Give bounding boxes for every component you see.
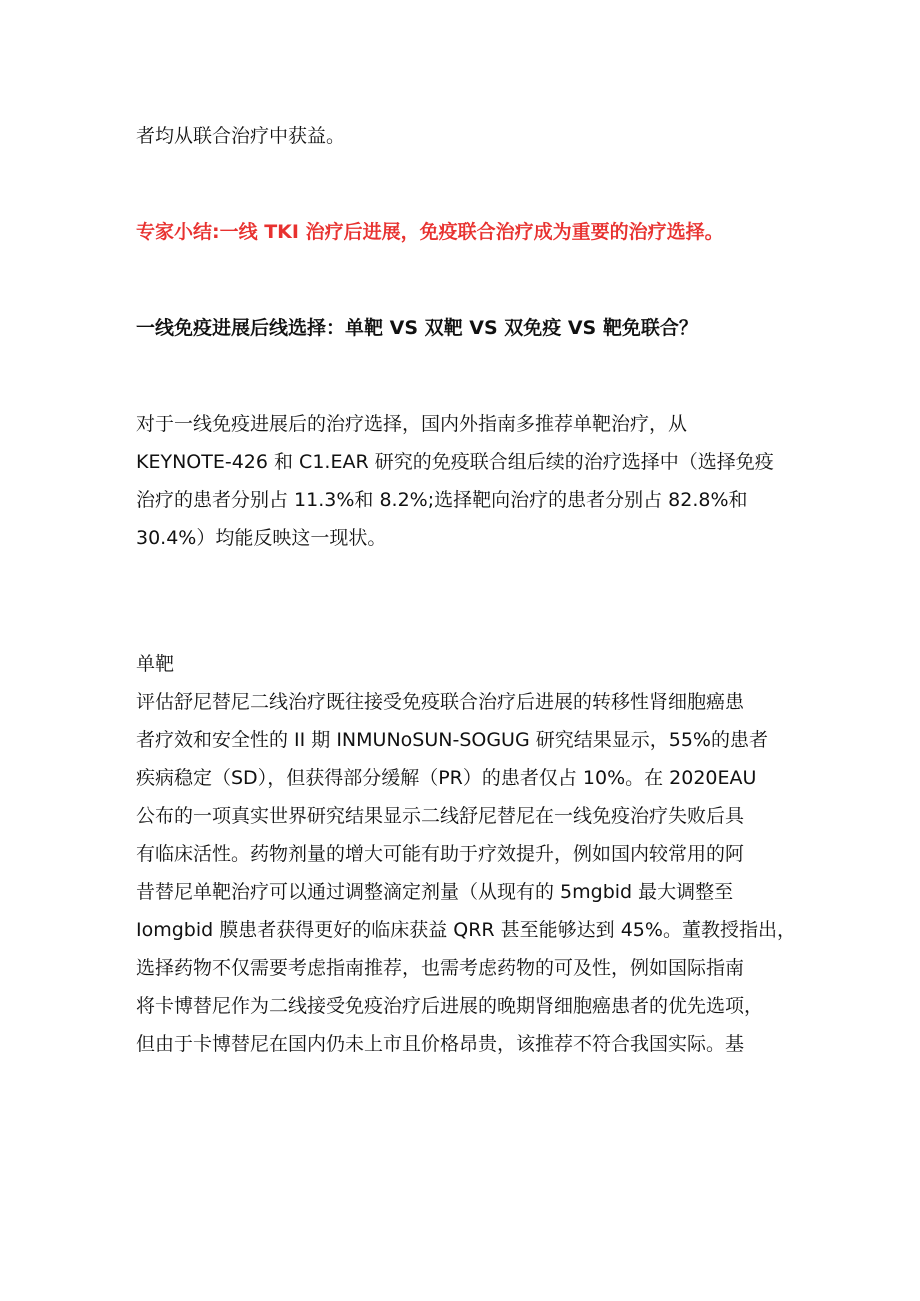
- paragraph-1-line: 治疗的患者分别占 11.3%和 8.2%;选择靶向治疗的患者分别占 82.8%和: [136, 489, 748, 511]
- paragraph-2-line: 有临床活性。药物剂量的增大可能有助于疗效提升，例如国内较常用的阿: [136, 843, 745, 865]
- paragraph-2-line: Iomgbid 膜患者获得更好的临床获益 QRR 甚至能够达到 45%。董教授指出，: [136, 919, 796, 941]
- section-heading: 一线免疫进展后线选择：单靶 VS 双靶 VS 双免疫 VS 靶免联合？: [136, 317, 698, 339]
- paragraph-1: [136, 412, 774, 564]
- paragraph-1-line: 30.4%）均能反映这一现状。: [136, 527, 387, 549]
- paragraph-2-line: 者疗效和安全性的 II 期 INMUNoSUN-SOGUG 研究结果显示，55%的患者: [136, 729, 768, 751]
- paragraph-1-line: KEYNOTE-426 和 C1.EAR 研究的免疫联合组后续的治疗选择中（选择免疫: [136, 451, 774, 473]
- intro-line: 者均从联合治疗中获益。: [136, 125, 346, 147]
- paragraph-2: [136, 690, 796, 1070]
- expert-summary: 专家小结:一线 TKI 治疗后进展，免疫联合治疗成为重要的治疗选择。: [136, 221, 724, 243]
- paragraph-1-line: 对于一线免疫进展后的治疗选择，国内外指南多推荐单靶治疗，从: [136, 413, 688, 435]
- paragraph-2-line: 但由于卡博替尼在国内仍未上市且价格昂贵，该推荐不符合我国实际。基: [136, 1033, 745, 1055]
- paragraph-2-line: 选择药物不仅需要考虑指南推荐，也需考虑药物的可及性，例如国际指南: [136, 957, 745, 979]
- paragraph-2-line: 将卡博替尼作为二线接受免疫治疗后进展的晚期肾细胞癌患者的优先选项，: [136, 995, 764, 1017]
- paragraph-2-line: 评估舒尼替尼二线治疗既往接受免疫联合治疗后进展的转移性肾细胞癌患: [136, 691, 745, 713]
- paragraph-2-line: 昔替尼单靶治疗可以通过调整滴定剂量（从现有的 5mgbid 最大调整至: [136, 881, 734, 903]
- subheading: 单靶: [136, 653, 175, 675]
- paragraph-2-line: 公布的一项真实世界研究结果显示二线舒尼替尼在一线免疫治疗失败后具: [136, 805, 745, 827]
- paragraph-2-line: 疾病稳定（SD），但获得部分缓解（PR）的患者仅占 10%。在 2020EAU: [136, 767, 757, 789]
